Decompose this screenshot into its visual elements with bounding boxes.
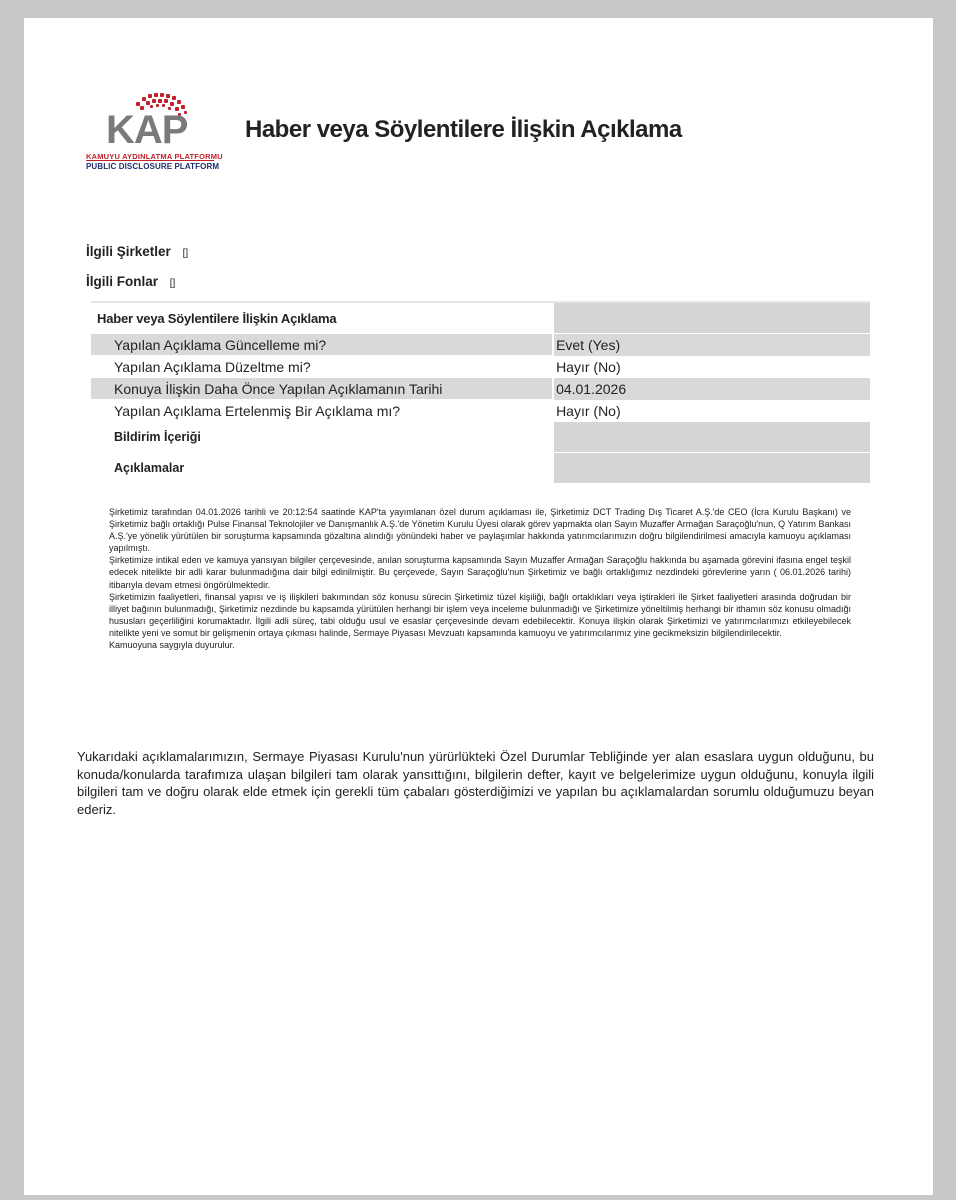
disclosure-table <box>91 301 870 483</box>
section-label: Bildirim İçeriği <box>91 422 553 453</box>
table-row <box>91 356 870 378</box>
kap-logo <box>84 92 223 172</box>
section-row-explanations <box>91 453 870 484</box>
kap-logo-letters: KAP <box>106 108 188 152</box>
disclosure-body <box>109 506 851 651</box>
row-value: Evet (Yes) <box>553 334 870 356</box>
responsibility-statement: Yukarıdaki açıklamalarımızın, Sermaye Piyasası Kurulu'nun yürürlükteki Özel Durumlar Tebliğinde yer alan esaslara uygun olduğunu, bu konuda/konularda tarafımıza ulaşan bilgileri tam olarak yansıttığını, bilgilerin defter, kayıt ve belgelerimize uygun olduğunu, konuyla ilgili bilgileri tam ve doğru olarak elde etmek için gerekli tüm çabaları gösterdiğimizi ve yapılan bu açıklamalardan sorumlu olduğumuzu beyan ederiz. <box>77 749 874 817</box>
table-header-row <box>91 302 870 334</box>
page-title: Haber veya Söylentilere İlişkin Açıklama <box>245 116 682 143</box>
related-funds-label: İlgili Fonlar <box>86 274 159 289</box>
row-label: Yapılan Açıklama Düzeltme mi? <box>91 356 553 378</box>
table-row <box>91 334 870 356</box>
section-label: Açıklamalar <box>91 453 553 484</box>
row-label: Yapılan Açıklama Güncelleme mi? <box>91 334 553 356</box>
section-row-notification-content <box>91 422 870 453</box>
body-paragraph: Kamuoyuna saygıyla duyurulur. <box>109 640 235 651</box>
table-row <box>91 400 870 422</box>
body-paragraph: Şirketimizin faaliyetleri, finansal yapısı ve iş ilişkileri bakımından söz konusu sürecin Şirketimiz tüzel kişiliği, bağlı ortaklıkları veya iştirakleri ile Şirket faaliyetleri arasında doğrudan bir illiyet bağının bulunmadığı, Şirketimiz nezdinde bu kapsamda yürütülen herhangi bir işlem veya inceleme bulunmadığı ve Şirketimize yöneltilmiş herhangi bir ithamın söz konusu olmadığı hususları geçerliliğini korumaktadır. İlgili adli süreç, tabi olduğu usul ve esaslar çerçevesinde devam edebilecektir. Konuya ilişkin olarak Şirketimizi ve yatırımcılarımızı etkileyebilecek nitelikte yeni ve somut bir gelişmenin ortaya çıkması halinde, Sermaye Piyasası Mevzuatı kapsamında kamuoyu ve yatırımcılarımız yine gecikmeksizin bilgilendirilecektir. <box>109 591 851 638</box>
logo-tagline-en: PUBLIC DISCLOSURE PLATFORM <box>86 162 220 171</box>
row-value: Hayır (No) <box>553 400 870 422</box>
row-value: Hayır (No) <box>553 356 870 378</box>
related-funds-value: [] <box>169 278 176 289</box>
related-companies-value: [] <box>182 248 189 259</box>
body-paragraph: Şirketimize intikal eden ve kamuya yansıyan bilgiler çerçevesinde, anılan soruşturma kapsamında Sayın Muzaffer Armağan Saraçoğlu hakkında bu aşamada görevini ifasına engel teşkil edecek nitelikte bir adli karar bulunmadığına dair bilgi edinilmiştir. Bu çerçevede, Sayın Saraçoğlu'nun Şirketimiz ve bağlı ortaklığımız nezdindeki görevlerine yarın ( 06.01.2026 tarihi) itibarıyla devam etmesi öngörülmektedir. <box>109 555 851 590</box>
related-companies <box>86 244 188 259</box>
body-paragraph: Şirketimiz tarafından 04.01.2026 tarihli ve 20:12:54 saatinde KAP'ta yayımlanan özel durum açıklaması ile, Şirketimiz DCT Trading Dış Ticaret A.Ş.'de CEO (İcra Kurulu Başkanı) ve Şirketimiz bağlı ortaklığı Pulse Finansal Teknolojiler ve Danışmanlık A.Ş.'de Yönetim Kurulu Üyesi olarak görev yapmakta olan Sayın Muzaffer Armağan Saraçoğlu'nun, Q Yatırım Bankası A.Ş.'ye yönelik yürütülen bir soruşturma kapsamında gözaltına alındığı yönündeki haber ve paylaşımlar hakkında yatırımcılarımızın doğru bilgilendirilmesi amacıyla kamuoyu açıklaması yapılmıştı. <box>109 507 851 554</box>
row-label: Yapılan Açıklama Ertelenmiş Bir Açıklama mı? <box>91 400 553 422</box>
table-header-value <box>553 302 870 334</box>
related-companies-label: İlgili Şirketler <box>86 244 171 259</box>
row-label: Konuya İlişkin Daha Önce Yapılan Açıklamanın Tarihi <box>91 378 553 400</box>
table-header-label: Haber veya Söylentilere İlişkin Açıklama <box>91 302 553 334</box>
document-page <box>24 18 933 1195</box>
table-row <box>91 378 870 400</box>
row-value: 04.01.2026 <box>553 378 870 400</box>
logo-tagline-tr: KAMUYU AYDINLATMA PLATFORMU <box>86 152 223 161</box>
related-funds <box>86 274 175 289</box>
section-value <box>553 453 870 484</box>
section-value <box>553 422 870 453</box>
